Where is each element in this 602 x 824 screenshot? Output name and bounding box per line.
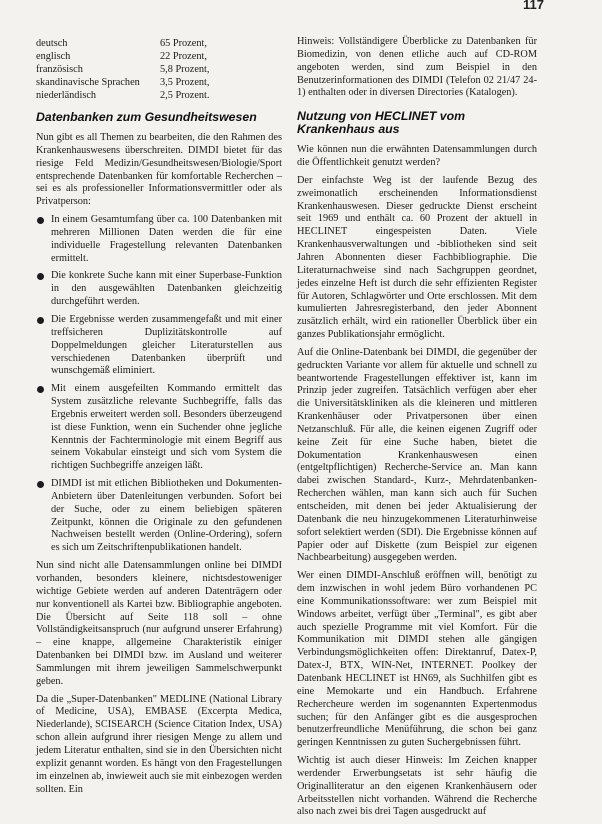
body-paragraph: Wer einen DIMDI-Anschluß eröffnen will, benötigt zu dem inzwischen in wohl jedem Büro vorhandenen PC eine Kommunikationssoftware: wer zum Beispiel mit Windows arbeitet, verfügt über „Terminal", es gibt aber auch spezielle Programme mit viel Komfort. Für die Kommunikation mit DIMDI stehen alle gängigen Verbindungsmöglichkeiten offen: Direktanruf, Datex-P, Datex-J, BTX, WIN-Net, INTERNET. Poolkey der Datenbank HECLINET ist HN69, als Suchhilfen gibt es eine Memokarte und ein Handbuch. Erfahrene Rechercheure werden im sogenannten Expertenmodus suchen; für den Anfänger gibt es die ausgesprochen benutzerfreundliche Menüführung, die schon bei ganz geringen Kenntnissen zu guten Suchergebnissen führt. bbox=[297, 570, 537, 749]
page-number: 117 bbox=[523, 0, 544, 12]
language-name: skandinavische Sprachen bbox=[36, 77, 140, 88]
list-item bbox=[36, 270, 282, 309]
language-share: 65 Prozent, bbox=[160, 38, 207, 49]
bullet-icon bbox=[37, 481, 44, 488]
list-item-text: DIMDI ist mit etlichen Bibliotheken und Dokumenten-Anbietern über Datenleitungen verbunden. Sofort bei der Suche, oder zu einem beliebigen späteren Zeitpunkt, können die Originale zu den gefundenen Nachweisen bestellt werden (Online-Ordering), sofern es sich um Zeitschriftenpublikationen handelt. bbox=[51, 478, 282, 554]
body-paragraph: Auf die Online-Datenbank bei DIMDI, die gegenüber der gedruckten Variante vor allem für aktuelle und schnell zu beantwortende Fragestellungen effektiver ist, kann im Prinzip jeder zugreifen. Tatsächlich verfügen aber eher die Universitätskliniken als die kleineren und mittleren Krankenhäuser oder Privatpersonen über einen Netzanschluß. Für alle, die keinen eigenen Zugriff oder keine Zeit für eine Suche haben, bietet die Dokumentation Krankenhauswesen einen (entgeltpflichtigen) Recherche-Service an. Man kann dabei zwischen Standard-, Kurz-, Mehrdatenbanken-Recherchen wählen, man kann sich auch für Suchen entscheiden, mit denen bei jeder Aktualisierung der Datenbank die neu hinzugekommenen Literaturhinweise sofort selektiert werden (SDI). Die Ergebnisse können auf Papier oder auf Diskette (zum Beispiel zur eigenen Nachbearbeitung) ausgegeben werden. bbox=[297, 346, 537, 564]
bullet-icon bbox=[37, 217, 44, 224]
list-item-text: In einem Gesamtumfang über ca. 100 Datenbanken mit mehreren Millionen Daten werden die für eine individuelle Fragestellung relevanten Datenbanken ermittelt. bbox=[51, 214, 282, 264]
language-row bbox=[36, 76, 282, 89]
body-paragraph: Der einfachste Weg ist der laufende Bezug des zweimonatlich erscheinenden Informationsdienst Krankenhauswesen. Dieser gedruckte Dienst erscheint seit 1969 und enthält ca. 60 Prozent der aktuell in HECLINET eingespeisten Daten. Viele Krankenhausverwaltungen und -bibliotheken sind seit Jahren Abonnenten dieser Fachbibliographie. Die Literaturnachweise sind nach Sachgruppen geordnet, jedes einzelne Heft ist durch die sehr effizienten Register für Autoren, Schlagwörter und Orte erschlossen. Mit dem kumulierten Jahresregisterband, den jeder Abonnent zusätzlich erhält, wird ein rationeller Überblick über ein ganzes Publikationsjahr ermöglicht. bbox=[297, 174, 537, 341]
language-share: 3,5 Prozent, bbox=[160, 77, 210, 88]
language-row bbox=[36, 89, 282, 102]
intro-paragraph: Nun gibt es all Themen zu bearbeiten, die den Rahmen des Krankenhauswesens überschreiten. DIMDI bietet für das riesige Feld Medizin/Gesundheitswesen/Biologie/Sport entsprechende Datenbanken für komfortable Recherchen – sei es als professioneller Informationsvermittler oder als Privatperson: bbox=[36, 132, 282, 208]
language-share: 2,5 Prozent. bbox=[160, 90, 210, 101]
language-share: 5,8 Prozent, bbox=[160, 64, 210, 75]
language-row bbox=[36, 37, 282, 50]
list-item bbox=[36, 478, 282, 555]
language-name: englisch bbox=[36, 51, 71, 62]
feature-list bbox=[36, 214, 282, 555]
body-paragraph: Wie können nun die erwähnten Datensammlungen durch die Öffentlichkeit genutzt werden? bbox=[297, 144, 537, 169]
language-share: 22 Prozent, bbox=[160, 51, 207, 62]
list-item-text: Die konkrete Suche kann mit einer Superbase-Funktion in den ausgewählten Datenbanken gleichzeitig durchgeführt werden. bbox=[51, 270, 282, 308]
hint-paragraph: Hinweis: Vollständigere Überblicke zu Datenbanken für Biomedizin, von denen etliche auch auf CD-ROM angeboten werden, sind zum Beispiel in den Benutzerinformationen des DIMDI (Telefon 02 21/47 24-1) enthalten oder in diversen Directories (Katalogen). bbox=[297, 36, 537, 99]
list-item bbox=[36, 314, 282, 378]
language-name: niederländisch bbox=[36, 90, 97, 101]
bullet-icon bbox=[37, 317, 44, 324]
language-name: französisch bbox=[36, 64, 83, 75]
language-share-table bbox=[36, 37, 282, 102]
section-heading: Nutzung von HECLINET vom Krankenhaus aus bbox=[297, 109, 466, 137]
list-item bbox=[36, 383, 282, 473]
language-row bbox=[36, 63, 282, 76]
body-paragraph: Wichtig ist auch dieser Hinweis: Im Zeichen knapper werdender Erwerbungsetats ist sehr häufig die Originalliteratur an den eigenen Krankenhäusern oder Arbeitsstellen nicht vorhanden. Während die Recherche also nach zwei bis drei Tagen ausgedruckt auf bbox=[297, 755, 537, 818]
language-row bbox=[36, 50, 282, 63]
bullet-icon bbox=[37, 273, 44, 280]
list-item-text: Mit einem ausgefeilten Kommando ermittelt das System zusätzliche relevante Suchbegriffe, falls das Ergebnis erweitert werden soll. Besonders überzeugend ist diese Funktion, wenn ein Suchender ohne jegliche Kenntnis der Fachterminologie mit einem Begriff aus seinem Vokabular einsteigt und sich vom System die richtigen Suchbegriffe anzeigen läßt. bbox=[51, 383, 282, 472]
list-item-text: Die Ergebnisse werden zusammengefaßt und mit einer treffsicheren Duplizitätskontrolle auf Doppelmeldungen gleicher Literaturstellen aus verschiedenen Datenbanken überprüft und wunschgemäß eliminiert. bbox=[51, 313, 282, 377]
language-name: deutsch bbox=[36, 38, 68, 49]
right-column bbox=[297, 36, 537, 824]
body-paragraph: Nun sind nicht alle Datensammlungen online bei DIMDI vorhanden, besonders kleinere, nichtsdestoweniger wichtige Gebiete werden auf anderen Datenträgern oder nur konventionell als Kartei bzw. Bibliographie angeboten. Die Übersicht auf Seite 118 soll – ohne Vollständigkeitsanspruch (nur aufgrund unserer Erfahrung) – eine knappe, allgemeine Charakteristik einiger Datenbanken bei DIMDI bzw. im Ausland und weiterer Sammlungen mit ihrem jeweiligen Sammelschwerpunkt geben. bbox=[36, 560, 282, 687]
list-item bbox=[36, 214, 282, 265]
section-heading: Datenbanken zum Gesundheitswesen bbox=[36, 110, 257, 124]
left-column bbox=[36, 37, 282, 801]
body-paragraph: Da die „Super-Datenbanken" MEDLINE (National Library of Medicine, USA), EMBASE (Excerpta Medica, Niederlande), SCISEARCH (Science Citation Index, USA) schon allein aufgrund ihrer riesigen Menge zu allem und jedem Literatur enthalten, sind sie in den Übersichten nicht explizit genannt worden. Es hängt von den Fragestellungen im einzelnen ab, inwieweit auch sie mit einbezogen werden sollten. Ein bbox=[36, 693, 282, 795]
bullet-icon bbox=[37, 386, 44, 393]
